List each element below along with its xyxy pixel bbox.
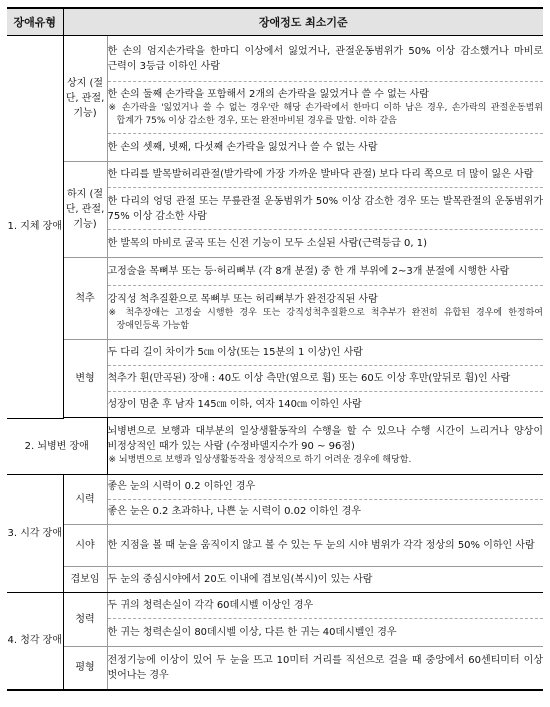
table-row: [7, 566, 543, 592]
criterion-text: 두 다리 길이 차이가 5㎝ 이상(또는 15분의 1 이상)인 사람: [107, 340, 543, 366]
criterion-text: 한 손의 둘째 손가락을 포함해서 2개의 손가락을 잃었거나 쓸 수 없는 사람: [107, 89, 429, 100]
disability-criteria-table-wrapper: [7, 7, 543, 691]
criterion-text: 고정술을 목뼈부 또는 등·허리뼈부 (각 8개 분절) 중 한 개 부위에 2~3개 분절에 시행한 사람: [107, 258, 543, 286]
criterion-cell: [107, 286, 543, 340]
disability-criteria-table: [7, 7, 543, 691]
criterion-text: 좋은 눈은 0.2 초과하나, 나쁜 눈 시력이 0.02 이하인 경우: [107, 499, 543, 524]
table-row: [7, 162, 543, 188]
criterion-text: 전정기능에 이상이 있어 두 눈을 뜨고 10미터 거리를 직선으로 걸을 때 중앙에서 60센티미터 이상 벗어나는 경우: [107, 646, 543, 690]
criterion-cell: [107, 82, 543, 134]
subcategory-spine: 척추: [63, 258, 107, 340]
category-hearing: 4. 청각 장애: [7, 592, 63, 690]
subcategory-hearing-acuity: 청력: [63, 592, 107, 646]
criterion-text: 좋은 눈의 시력이 0.2 이하인 경우: [107, 474, 543, 499]
criterion-note: ※ 뇌병변으로 보행과 일상생활동작을 정상적으로 하기 어려운 경우에 해당함.: [108, 455, 412, 466]
table-row: [7, 592, 543, 618]
table-row: [7, 474, 543, 499]
criterion-text: 강직성 척추질환으로 목뼈부 또는 허리뼈부가 완전강직된 사람: [107, 294, 378, 305]
criterion-text: 한 다리의 엉덩 관절 또는 무릎관절 운동범위가 50% 이상 감소한 경우 또는 발목관절의 운동범위가 75% 이상 감소한 사람: [107, 188, 543, 230]
table-row: [7, 524, 543, 566]
category-physical: 1. 지체 장애: [7, 36, 63, 419]
table-row: [7, 258, 543, 286]
subcategory-deformity: 변형: [63, 340, 107, 418]
criterion-text: 척추가 휜(만곡된) 장애 : 40도 이상 측만(옆으로 휨) 또는 60도 이상 후만(앞뒤로 휨)인 사람: [107, 366, 543, 392]
criterion-text: 한 손의 엄지손가락을 한마디 이상에서 잃었거나, 관절운동범위가 50% 이상 감소했거나 마비로 근력이 3등급 이하인 사람: [107, 36, 543, 82]
header-type: 장애유형: [7, 8, 63, 36]
criterion-note: ※ 척추장애는 고정술 시행한 경우 또는 강직성척추질환으로 척추부가 완전히 유합된 경우에 한정하여 장애인등록 가능함: [108, 308, 543, 331]
criterion-text: 한 다리를 발목발허리관절(발가락에 가장 가까운 발바닥 관절) 보다 다리 쪽으로 더 많이 잃은 사람: [107, 162, 543, 188]
criterion-text: 성장이 멈춘 후 남자 145㎝ 이하, 여자 140㎝ 이하인 사람: [107, 392, 543, 418]
criterion-text: 두 눈의 중심시야에서 20도 이내에 겹보임(복시)이 있는 사람: [107, 566, 543, 592]
criterion-cell: [107, 418, 543, 474]
subcategory-lower-limb: 하지 (절단, 관절, 기능): [63, 162, 107, 258]
category-brain-lesion: 2. 뇌병변 장애: [7, 418, 107, 474]
table-row: [7, 340, 543, 366]
header-row: [7, 8, 543, 36]
subcategory-balance: 평형: [63, 646, 107, 690]
subcategory-acuity: 시력: [63, 474, 107, 524]
criterion-text: 한 손의 셋째, 넷째, 다섯째 손가락을 잃었거나 쓸 수 없는 사람: [107, 134, 543, 162]
subcategory-visual-field: 시야: [63, 524, 107, 566]
criterion-note: ※ 손가락을 '잃었거나 쓸 수 없는 경우'란 해당 손가락에서 한마디 이하 남은 경우, 손가락의 관절운동범위 합계가 75% 이상 감소한 경우, 또는 완전마비된 경우를 말함. 이하 같음: [108, 103, 543, 126]
subcategory-upper-limb: 상지 (절단, 관절, 기능): [63, 36, 107, 162]
criterion-text: 한 지점을 볼 때 눈을 움직이지 않고 볼 수 있는 두 눈의 시야 범위가 각각 정상의 50% 이하인 사람: [107, 524, 543, 566]
header-criteria: 장애정도 최소기준: [63, 8, 543, 36]
table-row: [7, 646, 543, 690]
table-row: [7, 418, 543, 474]
table-row: [7, 36, 543, 82]
criterion-text: 한 발목의 마비로 굴곡 또는 신전 기능이 모두 소실된 사람(근력등급 0, 1): [107, 230, 543, 258]
subcategory-double-vision: 겹보임: [63, 566, 107, 592]
criterion-text: 한 귀는 청력손실이 80데시벨 이상, 다른 한 귀는 40데시벨인 경우: [107, 618, 543, 646]
criterion-text: 두 귀의 청력손실이 각각 60데시벨 이상인 경우: [107, 592, 543, 618]
criterion-text: 뇌병변으로 보행과 대부분의 일상생활동작의 수행을 할 수 있으나 수행 시간이 느리거나 양상이 비정상적인 때가 있는 사람 (수정바델지수가 90 ~ 96점): [107, 426, 543, 453]
category-visual: 3. 시각 장애: [7, 474, 63, 592]
